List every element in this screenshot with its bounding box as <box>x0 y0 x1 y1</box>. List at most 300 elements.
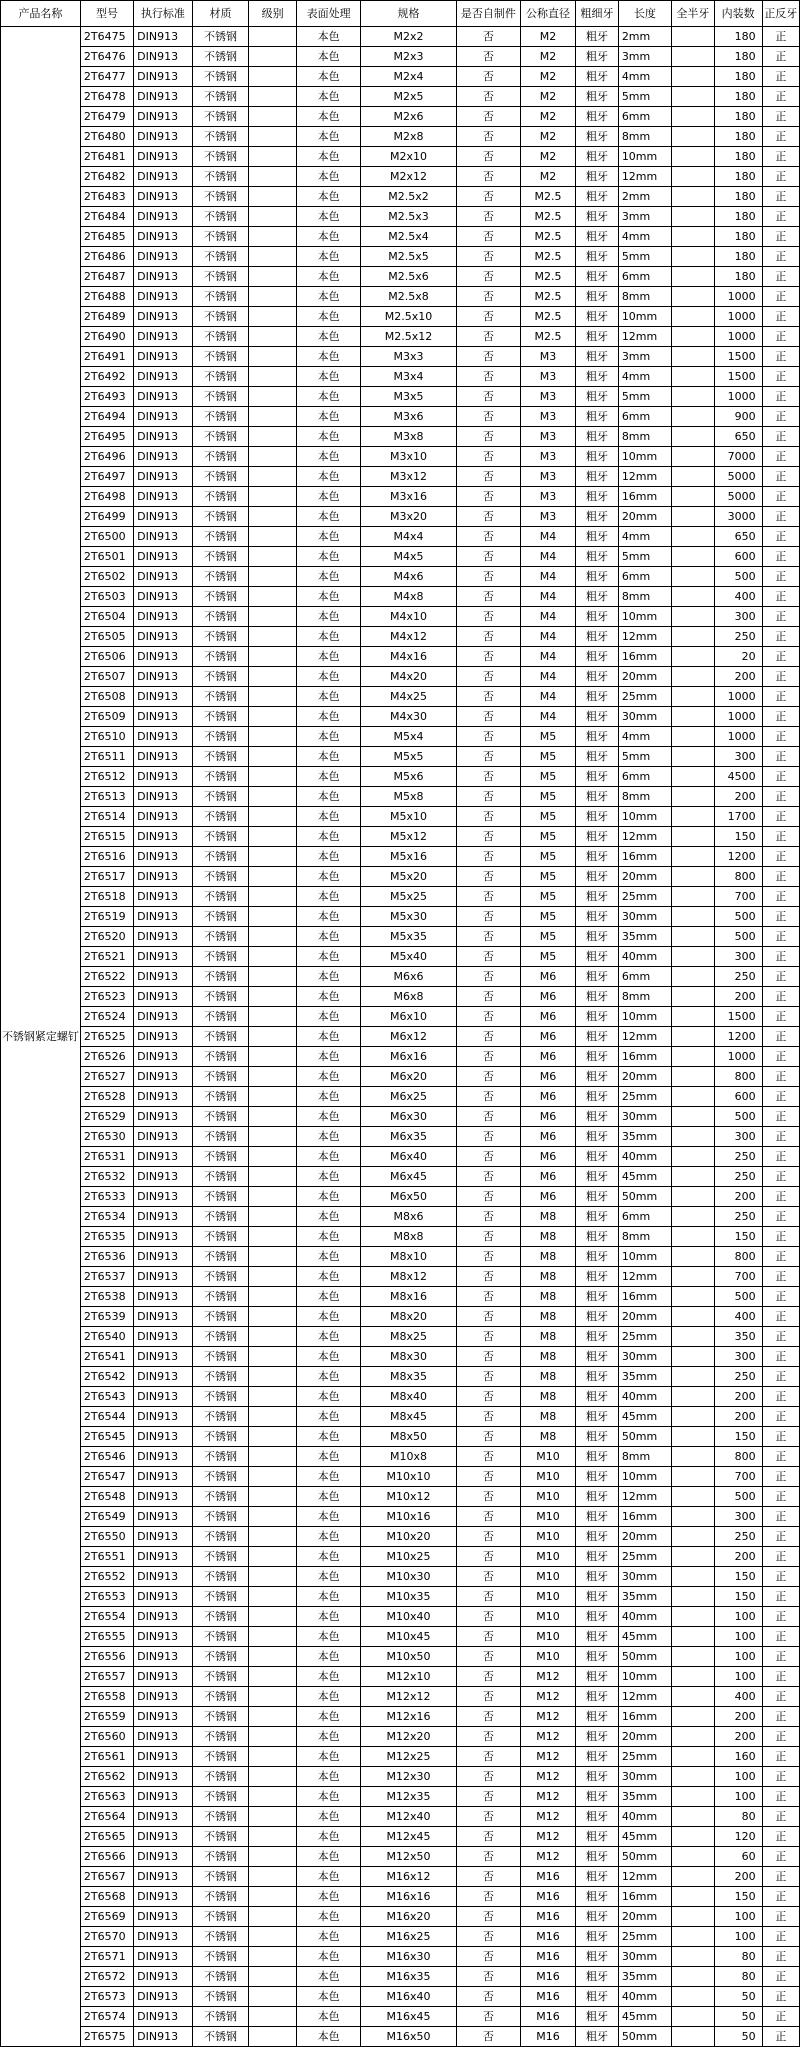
header-length: 长度 <box>618 1 671 27</box>
cell-material: 不锈钢 <box>192 1867 248 1887</box>
cell-standard: DIN913 <box>134 227 193 247</box>
cell-self-made: 否 <box>456 847 520 867</box>
cell-length: 35mm <box>618 1127 671 1147</box>
cell-pack-qty: 180 <box>714 167 762 187</box>
cell-length: 5mm <box>618 747 671 767</box>
cell-spec: M6x40 <box>361 1147 457 1167</box>
cell-grade <box>249 1087 297 1107</box>
cell-length: 35mm <box>618 1967 671 1987</box>
cell-self-made: 否 <box>456 1667 520 1687</box>
cell-direction: 正 <box>762 287 799 307</box>
cell-direction: 正 <box>762 707 799 727</box>
cell-pack-qty: 400 <box>714 1687 762 1707</box>
cell-thread-type <box>672 687 715 707</box>
cell-model: 2T6535 <box>80 1227 133 1247</box>
cell-surface: 本色 <box>297 1707 361 1727</box>
cell-thread-pitch: 粗牙 <box>576 747 619 767</box>
cell-surface: 本色 <box>297 1147 361 1167</box>
cell-spec: M12x45 <box>361 1827 457 1847</box>
cell-model: 2T6495 <box>80 427 133 447</box>
cell-model: 2T6482 <box>80 167 133 187</box>
cell-standard: DIN913 <box>134 1007 193 1027</box>
table-row <box>1 367 800 387</box>
cell-surface: 本色 <box>297 1667 361 1687</box>
cell-standard: DIN913 <box>134 67 193 87</box>
cell-model: 2T6518 <box>80 887 133 907</box>
cell-model: 2T6513 <box>80 787 133 807</box>
cell-pack-qty: 150 <box>714 1587 762 1607</box>
table-row <box>1 847 800 867</box>
cell-diameter: M2.5 <box>520 207 575 227</box>
cell-standard: DIN913 <box>134 347 193 367</box>
cell-diameter: M5 <box>520 887 575 907</box>
cell-thread-pitch: 粗牙 <box>576 1427 619 1447</box>
cell-thread-pitch: 粗牙 <box>576 867 619 887</box>
cell-length: 6mm <box>618 767 671 787</box>
cell-thread-type <box>672 1567 715 1587</box>
cell-surface: 本色 <box>297 607 361 627</box>
cell-length: 16mm <box>618 1707 671 1727</box>
cell-length: 20mm <box>618 1727 671 1747</box>
cell-self-made: 否 <box>456 347 520 367</box>
cell-thread-pitch: 粗牙 <box>576 67 619 87</box>
cell-model: 2T6555 <box>80 1627 133 1647</box>
cell-length: 8mm <box>618 427 671 447</box>
cell-self-made: 否 <box>456 1867 520 1887</box>
cell-material: 不锈钢 <box>192 167 248 187</box>
cell-surface: 本色 <box>297 167 361 187</box>
cell-length: 16mm <box>618 487 671 507</box>
cell-direction: 正 <box>762 1987 799 2007</box>
table-row <box>1 1207 800 1227</box>
table-row <box>1 1367 800 1387</box>
table-row <box>1 1867 800 1887</box>
cell-direction: 正 <box>762 1907 799 1927</box>
cell-thread-type <box>672 2007 715 2027</box>
cell-thread-pitch: 粗牙 <box>576 1807 619 1827</box>
table-row <box>1 747 800 767</box>
cell-diameter: M3 <box>520 367 575 387</box>
table-row <box>1 387 800 407</box>
cell-model: 2T6566 <box>80 1847 133 1867</box>
cell-thread-pitch: 粗牙 <box>576 687 619 707</box>
cell-pack-qty: 1000 <box>714 307 762 327</box>
cell-pack-qty: 650 <box>714 527 762 547</box>
cell-direction: 正 <box>762 67 799 87</box>
cell-grade <box>249 127 297 147</box>
cell-surface: 本色 <box>297 807 361 827</box>
cell-diameter: M10 <box>520 1647 575 1667</box>
cell-surface: 本色 <box>297 1247 361 1267</box>
cell-model: 2T6575 <box>80 2027 133 2047</box>
cell-grade <box>249 507 297 527</box>
cell-self-made: 否 <box>456 1467 520 1487</box>
cell-surface: 本色 <box>297 1587 361 1607</box>
header-pack-quantity: 内装数 <box>714 1 762 27</box>
cell-material: 不锈钢 <box>192 887 248 907</box>
cell-model: 2T6478 <box>80 87 133 107</box>
cell-standard: DIN913 <box>134 587 193 607</box>
cell-standard: DIN913 <box>134 327 193 347</box>
cell-thread-pitch: 粗牙 <box>576 127 619 147</box>
cell-thread-pitch: 粗牙 <box>576 1147 619 1167</box>
cell-standard: DIN913 <box>134 1847 193 1867</box>
table-row <box>1 1147 800 1167</box>
cell-pack-qty: 300 <box>714 1347 762 1367</box>
cell-model: 2T6549 <box>80 1507 133 1527</box>
cell-length: 50mm <box>618 2027 671 2047</box>
cell-material: 不锈钢 <box>192 1807 248 1827</box>
cell-diameter: M5 <box>520 727 575 747</box>
cell-length: 10mm <box>618 447 671 467</box>
cell-spec: M3x3 <box>361 347 457 367</box>
cell-thread-type <box>672 1327 715 1347</box>
cell-grade <box>249 1027 297 1047</box>
cell-self-made: 否 <box>456 427 520 447</box>
cell-spec: M8x40 <box>361 1387 457 1407</box>
cell-direction: 正 <box>762 687 799 707</box>
cell-grade <box>249 547 297 567</box>
cell-diameter: M8 <box>520 1427 575 1447</box>
cell-thread-type <box>672 587 715 607</box>
cell-length: 50mm <box>618 1847 671 1867</box>
cell-direction: 正 <box>762 547 799 567</box>
cell-grade <box>249 67 297 87</box>
cell-surface: 本色 <box>297 567 361 587</box>
cell-standard: DIN913 <box>134 107 193 127</box>
cell-diameter: M2 <box>520 27 575 47</box>
cell-self-made: 否 <box>456 967 520 987</box>
cell-material: 不锈钢 <box>192 1707 248 1727</box>
table-row <box>1 827 800 847</box>
cell-grade <box>249 1967 297 1987</box>
cell-material: 不锈钢 <box>192 1427 248 1447</box>
cell-surface: 本色 <box>297 1927 361 1947</box>
cell-diameter: M3 <box>520 487 575 507</box>
cell-spec: M2.5x5 <box>361 247 457 267</box>
cell-material: 不锈钢 <box>192 1367 248 1387</box>
cell-model: 2T6553 <box>80 1587 133 1607</box>
cell-standard: DIN913 <box>134 1327 193 1347</box>
cell-surface: 本色 <box>297 327 361 347</box>
cell-grade <box>249 1647 297 1667</box>
cell-material: 不锈钢 <box>192 1887 248 1907</box>
cell-grade <box>249 1627 297 1647</box>
cell-surface: 本色 <box>297 1067 361 1087</box>
table-row <box>1 107 800 127</box>
cell-length: 5mm <box>618 387 671 407</box>
cell-spec: M2.5x8 <box>361 287 457 307</box>
cell-spec: M4x16 <box>361 647 457 667</box>
cell-spec: M6x6 <box>361 967 457 987</box>
cell-grade <box>249 107 297 127</box>
cell-thread-type <box>672 1287 715 1307</box>
cell-pack-qty: 900 <box>714 407 762 427</box>
cell-model: 2T6506 <box>80 647 133 667</box>
cell-diameter: M2.5 <box>520 307 575 327</box>
table-row <box>1 1687 800 1707</box>
cell-standard: DIN913 <box>134 627 193 647</box>
cell-thread-type <box>672 867 715 887</box>
cell-material: 不锈钢 <box>192 567 248 587</box>
cell-standard: DIN913 <box>134 387 193 407</box>
cell-diameter: M16 <box>520 1987 575 2007</box>
cell-material: 不锈钢 <box>192 1247 248 1267</box>
cell-length: 10mm <box>618 607 671 627</box>
cell-length: 16mm <box>618 1507 671 1527</box>
cell-thread-pitch: 粗牙 <box>576 1547 619 1567</box>
cell-standard: DIN913 <box>134 1927 193 1947</box>
cell-grade <box>249 307 297 327</box>
cell-direction: 正 <box>762 847 799 867</box>
cell-grade <box>249 1927 297 1947</box>
cell-thread-type <box>672 1627 715 1647</box>
cell-spec: M4x12 <box>361 627 457 647</box>
cell-material: 不锈钢 <box>192 707 248 727</box>
cell-diameter: M12 <box>520 1707 575 1727</box>
cell-grade <box>249 887 297 907</box>
cell-direction: 正 <box>762 1207 799 1227</box>
cell-thread-pitch: 粗牙 <box>576 1487 619 1507</box>
cell-direction: 正 <box>762 447 799 467</box>
cell-grade <box>249 27 297 47</box>
cell-length: 10mm <box>618 1667 671 1687</box>
table-row <box>1 1467 800 1487</box>
table-row <box>1 1727 800 1747</box>
cell-diameter: M10 <box>520 1547 575 1567</box>
cell-diameter: M8 <box>520 1387 575 1407</box>
cell-self-made: 否 <box>456 727 520 747</box>
cell-spec: M6x50 <box>361 1187 457 1207</box>
cell-model: 2T6485 <box>80 227 133 247</box>
cell-thread-type <box>672 887 715 907</box>
cell-diameter: M8 <box>520 1307 575 1327</box>
cell-self-made: 否 <box>456 867 520 887</box>
cell-model: 2T6524 <box>80 1007 133 1027</box>
cell-model: 2T6533 <box>80 1187 133 1207</box>
cell-thread-pitch: 粗牙 <box>576 287 619 307</box>
cell-material: 不锈钢 <box>192 1727 248 1747</box>
cell-pack-qty: 800 <box>714 1067 762 1087</box>
table-row <box>1 1767 800 1787</box>
table-row <box>1 1167 800 1187</box>
cell-pack-qty: 300 <box>714 607 762 627</box>
cell-grade <box>249 1827 297 1847</box>
cell-thread-type <box>672 1267 715 1287</box>
cell-surface: 本色 <box>297 207 361 227</box>
cell-model: 2T6548 <box>80 1487 133 1507</box>
cell-diameter: M4 <box>520 547 575 567</box>
cell-direction: 正 <box>762 1307 799 1327</box>
cell-direction: 正 <box>762 1167 799 1187</box>
cell-thread-type <box>672 1807 715 1827</box>
table-row <box>1 627 800 647</box>
cell-spec: M8x12 <box>361 1267 457 1287</box>
cell-surface: 本色 <box>297 507 361 527</box>
cell-pack-qty: 200 <box>714 1407 762 1427</box>
cell-material: 不锈钢 <box>192 1987 248 2007</box>
cell-model: 2T6511 <box>80 747 133 767</box>
cell-direction: 正 <box>762 1727 799 1747</box>
cell-thread-type <box>672 747 715 767</box>
cell-grade <box>249 667 297 687</box>
cell-spec: M6x30 <box>361 1107 457 1127</box>
cell-direction: 正 <box>762 807 799 827</box>
cell-spec: M2x3 <box>361 47 457 67</box>
cell-surface: 本色 <box>297 1507 361 1527</box>
cell-thread-pitch: 粗牙 <box>576 1747 619 1767</box>
cell-material: 不锈钢 <box>192 2007 248 2027</box>
cell-model: 2T6540 <box>80 1327 133 1347</box>
cell-surface: 本色 <box>297 1127 361 1147</box>
cell-surface: 本色 <box>297 1567 361 1587</box>
cell-length: 3mm <box>618 207 671 227</box>
cell-model: 2T6477 <box>80 67 133 87</box>
cell-material: 不锈钢 <box>192 927 248 947</box>
cell-grade <box>249 1067 297 1087</box>
cell-model: 2T6534 <box>80 1207 133 1227</box>
cell-diameter: M16 <box>520 1887 575 1907</box>
cell-pack-qty: 80 <box>714 1807 762 1827</box>
cell-pack-qty: 300 <box>714 947 762 967</box>
cell-standard: DIN913 <box>134 267 193 287</box>
cell-self-made: 否 <box>456 1307 520 1327</box>
cell-thread-type <box>672 1387 715 1407</box>
cell-direction: 正 <box>762 1127 799 1147</box>
cell-spec: M8x20 <box>361 1307 457 1327</box>
cell-thread-type <box>672 547 715 567</box>
cell-model: 2T6529 <box>80 1107 133 1127</box>
cell-length: 20mm <box>618 867 671 887</box>
table-row <box>1 407 800 427</box>
cell-diameter: M12 <box>520 1747 575 1767</box>
cell-grade <box>249 467 297 487</box>
cell-model: 2T6507 <box>80 667 133 687</box>
cell-thread-type <box>672 1967 715 1987</box>
cell-thread-type <box>672 1987 715 2007</box>
cell-self-made: 否 <box>456 1987 520 2007</box>
cell-pack-qty: 500 <box>714 1287 762 1307</box>
cell-pack-qty: 400 <box>714 1307 762 1327</box>
cell-thread-pitch: 粗牙 <box>576 887 619 907</box>
cell-model: 2T6488 <box>80 287 133 307</box>
cell-standard: DIN913 <box>134 667 193 687</box>
cell-material: 不锈钢 <box>192 1147 248 1167</box>
cell-standard: DIN913 <box>134 1827 193 1847</box>
cell-self-made: 否 <box>456 1047 520 1067</box>
cell-pack-qty: 1000 <box>714 687 762 707</box>
cell-grade <box>249 1607 297 1627</box>
cell-standard: DIN913 <box>134 827 193 847</box>
cell-material: 不锈钢 <box>192 547 248 567</box>
cell-surface: 本色 <box>297 1407 361 1427</box>
cell-length: 30mm <box>618 1567 671 1587</box>
table-row <box>1 1527 800 1547</box>
cell-grade <box>249 447 297 467</box>
cell-surface: 本色 <box>297 307 361 327</box>
cell-length: 4mm <box>618 727 671 747</box>
cell-spec: M2x10 <box>361 147 457 167</box>
cell-thread-pitch: 粗牙 <box>576 627 619 647</box>
cell-material: 不锈钢 <box>192 367 248 387</box>
cell-surface: 本色 <box>297 1227 361 1247</box>
cell-length: 16mm <box>618 847 671 867</box>
cell-direction: 正 <box>762 947 799 967</box>
cell-length: 45mm <box>618 1407 671 1427</box>
cell-material: 不锈钢 <box>192 447 248 467</box>
cell-thread-type <box>672 1747 715 1767</box>
cell-length: 10mm <box>618 807 671 827</box>
cell-thread-pitch: 粗牙 <box>576 1707 619 1727</box>
cell-material: 不锈钢 <box>192 107 248 127</box>
cell-length: 30mm <box>618 1347 671 1367</box>
cell-thread-type <box>672 1667 715 1687</box>
table-row <box>1 347 800 367</box>
cell-standard: DIN913 <box>134 1447 193 1467</box>
cell-thread-type <box>672 647 715 667</box>
cell-standard: DIN913 <box>134 367 193 387</box>
cell-length: 40mm <box>618 947 671 967</box>
cell-material: 不锈钢 <box>192 187 248 207</box>
cell-pack-qty: 1000 <box>714 707 762 727</box>
cell-spec: M10x16 <box>361 1507 457 1527</box>
cell-direction: 正 <box>762 1927 799 1947</box>
cell-standard: DIN913 <box>134 1527 193 1547</box>
cell-thread-type <box>672 1847 715 1867</box>
cell-direction: 正 <box>762 1527 799 1547</box>
cell-diameter: M2.5 <box>520 287 575 307</box>
cell-standard: DIN913 <box>134 1207 193 1227</box>
cell-self-made: 否 <box>456 1767 520 1787</box>
cell-diameter: M5 <box>520 827 575 847</box>
cell-pack-qty: 120 <box>714 1827 762 1847</box>
cell-direction: 正 <box>762 1467 799 1487</box>
cell-grade <box>249 387 297 407</box>
table-row <box>1 87 800 107</box>
cell-direction: 正 <box>762 1247 799 1267</box>
cell-thread-pitch: 粗牙 <box>576 1467 619 1487</box>
cell-thread-pitch: 粗牙 <box>576 547 619 567</box>
cell-pack-qty: 500 <box>714 1487 762 1507</box>
cell-pack-qty: 200 <box>714 1387 762 1407</box>
cell-model: 2T6493 <box>80 387 133 407</box>
cell-self-made: 否 <box>456 627 520 647</box>
cell-standard: DIN913 <box>134 1147 193 1167</box>
cell-diameter: M5 <box>520 867 575 887</box>
cell-spec: M12x20 <box>361 1727 457 1747</box>
cell-surface: 本色 <box>297 927 361 947</box>
cell-pack-qty: 700 <box>714 887 762 907</box>
cell-length: 50mm <box>618 1647 671 1667</box>
cell-model: 2T6532 <box>80 1167 133 1187</box>
cell-thread-type <box>672 1467 715 1487</box>
cell-direction: 正 <box>762 347 799 367</box>
cell-length: 20mm <box>618 507 671 527</box>
cell-model: 2T6494 <box>80 407 133 427</box>
cell-thread-type <box>672 1647 715 1667</box>
cell-pack-qty: 300 <box>714 747 762 767</box>
cell-thread-pitch: 粗牙 <box>576 1827 619 1847</box>
cell-diameter: M2 <box>520 107 575 127</box>
cell-spec: M4x10 <box>361 607 457 627</box>
cell-surface: 本色 <box>297 367 361 387</box>
cell-model: 2T6479 <box>80 107 133 127</box>
cell-grade <box>249 687 297 707</box>
cell-standard: DIN913 <box>134 967 193 987</box>
cell-standard: DIN913 <box>134 1747 193 1767</box>
cell-surface: 本色 <box>297 187 361 207</box>
cell-self-made: 否 <box>456 947 520 967</box>
